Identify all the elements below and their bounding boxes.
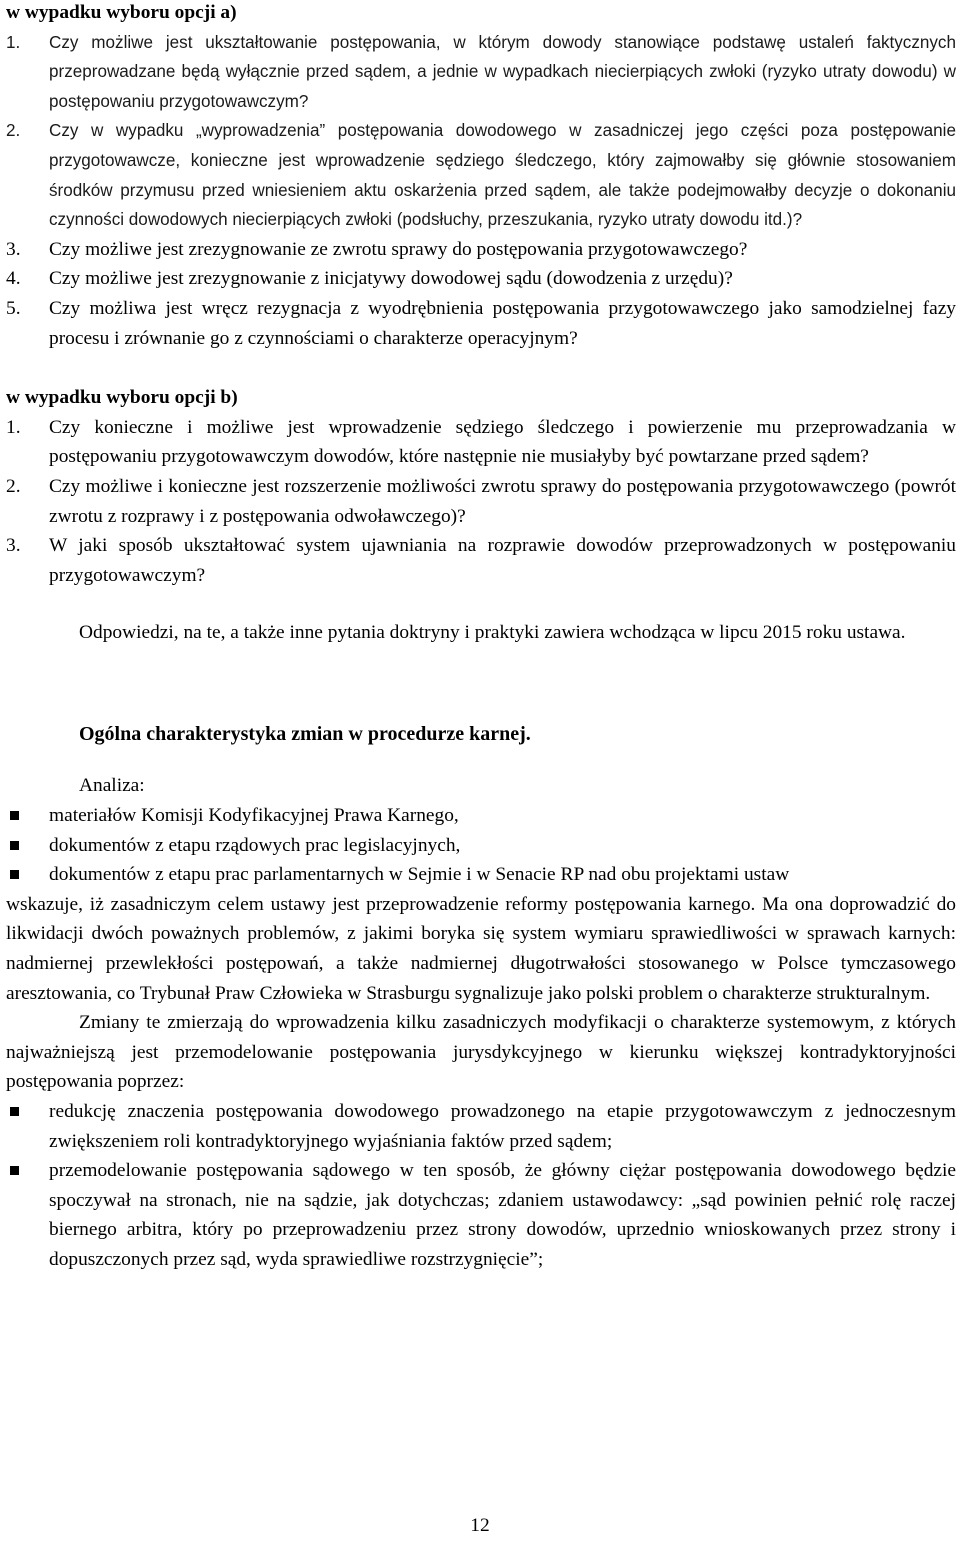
list-item xyxy=(6,116,956,234)
list-item-number: 2. xyxy=(6,475,21,497)
answer-paragraph: Odpowiedzi, na te, a także inne pytania doktryny i praktyki zawiera wchodząca w lipcu 2015 roku ustawa. xyxy=(79,622,906,644)
section-a-list xyxy=(6,28,956,235)
section-b-heading: w wypadku wyboru opcji b) xyxy=(6,387,238,409)
bullet-item xyxy=(6,1097,956,1156)
section-b-list xyxy=(6,413,956,591)
square-bullet-icon xyxy=(6,860,49,890)
list-item-text: W jaki sposób ukształtować system ujawniania na rozprawie dowodów przeprowadzonych w postępowaniu przygotowawczym? xyxy=(49,535,956,586)
list-item xyxy=(6,531,956,590)
list-item-text: Czy możliwe jest zrezygnowanie ze zwrotu sprawy do postępowania przygotowawczego? xyxy=(49,238,748,260)
list-item xyxy=(6,472,956,531)
analiza-label: Analiza: xyxy=(79,775,145,797)
list-item-text: Czy konieczne i możliwe jest wprowadzenie sędziego śledczego i powierzenie mu przeprowadzania w postępowaniu przygotowawczym dowodów, które następnie nie musiałyby być powtarzane przed sądem? xyxy=(49,416,956,468)
list-item xyxy=(6,235,956,265)
bullet-text: redukcję znaczenia postępowania dowodowego prowadzonego na etapie przygotowawczym z jednoczesnym zwiększeniem roli kontradyktoryjnego wyjaśniania faktów przed sądem; xyxy=(49,1101,956,1152)
list-item-number: 4. xyxy=(6,268,21,290)
changes-bullet-list xyxy=(6,1097,956,1275)
list-item-number: 3. xyxy=(6,238,21,260)
conclusion-paragraph: wskazuje, iż zasadniczym celem ustawy jest przeprowadzenie reformy postępowania karnego. Ma ona doprowadzić do likwidacji dwóch poważnych problemów, z jakimi boryka się system wymiaru sprawiedliwości w sprawach karnych: nadmiernej przewlekłości postępowań, a także nadmiernej długotrwałości stosowanego w Polsce tymczasowego aresztowania, co Trybunał Praw Człowieka w Strasburgu sygnalizuje jako polski problem o charakterze strukturalnym. xyxy=(6,893,956,1004)
list-item-text: Czy możliwe i konieczne jest rozszerzenie możliwości zwrotu sprawy do postępowania przygotowawczego (powrót zwrotu z rozprawy i z postępowania odwoławczego)? xyxy=(49,475,956,527)
analiza-bullet-list xyxy=(6,801,956,890)
bullet-item xyxy=(6,831,956,861)
section-a-list-continued xyxy=(6,235,956,353)
list-item-number: 1. xyxy=(6,32,21,52)
bullet-text: przemodelowanie postępowania sądowego w ten sposób, że główny ciężar postępowania dowodowego będzie spoczywał na stronach, nie na sądzie, jak dotychczas; zdaniem ustawodawcy: „sąd powinien pełnić rolę raczej biernego arbitra, który po przeprowadzeniu przez strony dowodów, uprzednio wnioskowanych przez strony i dopuszczonych przez sąd, wyda sprawiedliwe rozstrzygnięcie”; xyxy=(49,1160,956,1270)
bullet-item xyxy=(6,860,956,890)
list-item-text: Czy możliwe jest zrezygnowanie z inicjatywy dowodowej sądu (dowodzenia z urzędu)? xyxy=(49,268,733,290)
page-number: 12 xyxy=(470,1515,490,1536)
bullet-text: materiałów Komisji Kodyfikacyjnej Prawa Karnego, xyxy=(49,805,459,827)
changes-paragraph: Zmiany te zmierzają do wprowadzenia kilku zasadniczych modyfikacji o charakterze systemowym, z których najważniejszą jest przemodelowanie postępowania jurysdykcyjnego w kierunku większej kontradyktoryjności postępowania poprzez: xyxy=(6,1012,956,1093)
list-item-text: Czy możliwe jest ukształtowanie postępowania, w którym dowody stanowiące podstawę ustaleń faktycznych przeprowadzane będą wyłącznie przed sądem, a jednie w wypadkach niecierpiących zwłoki (ryzyko utraty dowodu) w postępowaniu przygotowawczym? xyxy=(49,32,956,111)
list-item xyxy=(6,28,956,117)
list-item xyxy=(6,294,956,353)
list-item-text: Czy możliwa jest wręcz rezygnacja z wyodrębnienia postępowania przygotowawczego jako samodzielnej fazy procesu i zrównanie go z czynnościami o charakterze operacyjnym? xyxy=(49,297,956,349)
bullet-text: dokumentów z etapu prac parlamentarnych w Sejmie i w Senacie RP nad obu projektami ustaw xyxy=(49,864,790,886)
square-bullet-icon xyxy=(6,1097,49,1156)
list-item-number: 5. xyxy=(6,297,21,319)
bullet-item xyxy=(6,801,956,831)
bullet-item xyxy=(6,1156,956,1274)
list-item-number: 2. xyxy=(6,121,21,141)
square-bullet-icon xyxy=(6,1156,49,1274)
document-page xyxy=(6,0,956,1275)
section-a-heading: w wypadku wyboru opcji a) xyxy=(6,2,237,23)
bullet-text: dokumentów z etapu rządowych prac legislacyjnych, xyxy=(49,834,461,856)
square-bullet-icon xyxy=(6,801,49,831)
section-title: Ogólna charakterystyka zmian w procedurze karnej. xyxy=(79,722,531,745)
square-bullet-icon xyxy=(6,831,49,861)
list-item xyxy=(6,264,956,294)
list-item-number: 3. xyxy=(6,535,21,557)
list-item-text: Czy w wypadku „wyprowadzenia” postępowania dowodowego w zasadniczej jego części poza postępowanie przygotowawcze, konieczne jest wprowadzenie sędziego śledczego, który zajmowałby się głównie stosowaniem środków przymusu przed wniesieniem aktu oskarżenia przed sądem, ale także podejmowałby decyzje o dokonaniu czynności dowodowych niecierpiących zwłoki (podsłuchy, przeszukania, ryzyko utraty dowodu itd.)? xyxy=(49,121,956,230)
list-item xyxy=(6,413,956,472)
list-item-number: 1. xyxy=(6,416,21,438)
